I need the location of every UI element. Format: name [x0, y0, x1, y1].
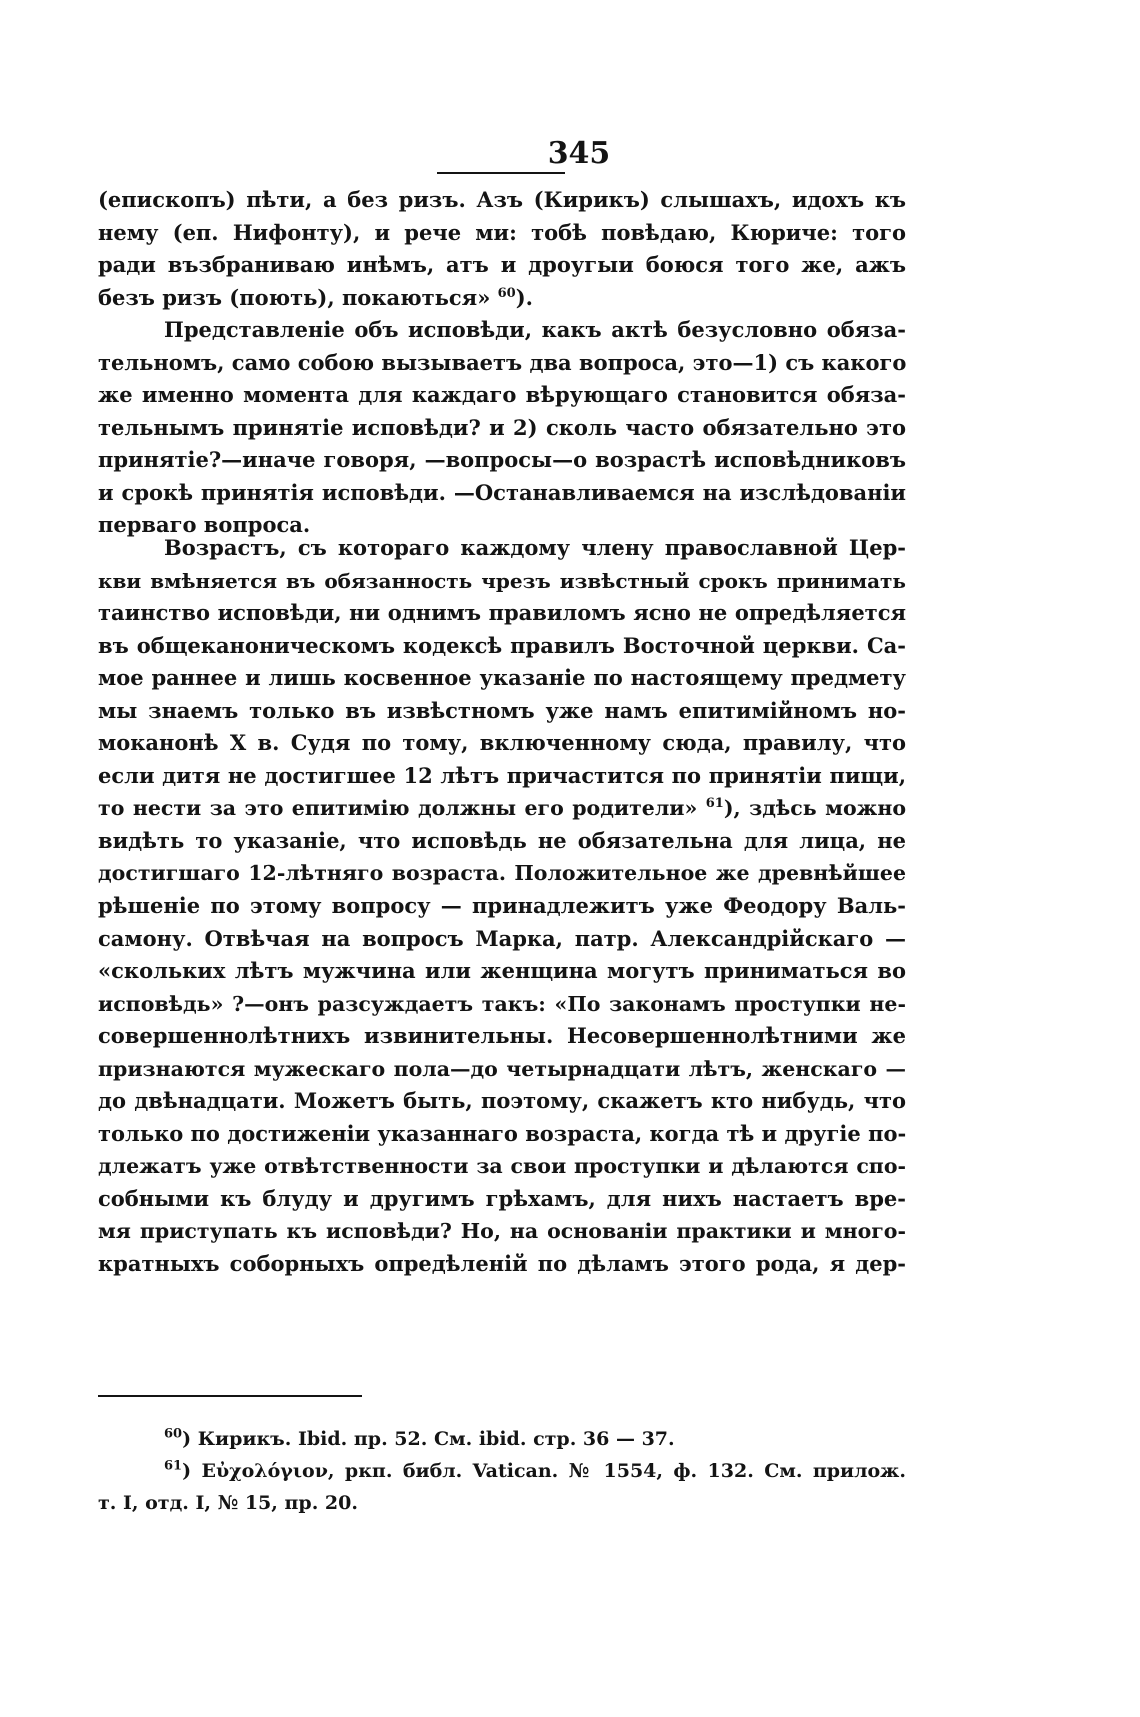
footnote-marker: 61: [164, 1458, 183, 1474]
text-line: собными къ блуду и другимъ грѣхамъ, для нихъ настаетъ вре-: [98, 1185, 906, 1211]
text-line: рѣшеніе по этому вопросу — принадлежитъ уже Феодору Валь-: [98, 893, 906, 919]
footnote-rule: [98, 1395, 362, 1397]
text-line: (епископъ) пѣти, а без ризъ. Азъ (Кирикъ) слышахъ, идохъ къ: [98, 187, 906, 212]
text-line: длежатъ уже отвѣтственности за свои проступки и дѣлаются спо-: [98, 1154, 906, 1179]
text-line: мя приступать къ исповѣди? Но, на основаніи практики и много-: [98, 1219, 906, 1244]
text-line: кратныхъ соборныхъ опредѣленій по дѣламъ этого рода, я дер-: [98, 1251, 906, 1277]
footnote-ref-61[interactable]: 61: [705, 796, 724, 812]
text-line: и срокѣ принятія исповѣди. —Останавливаемся на изслѣдованіи: [98, 479, 906, 505]
text-line: перваго вопроса.: [98, 512, 311, 538]
footnote-61-continued: т. I, отд. I, № 15, пр. 20.: [98, 1492, 358, 1514]
text-line: достигшаго 12-лѣтняго возраста. Положительное же древнѣйшее: [98, 861, 906, 886]
text-line: видѣть то указаніе, что исповѣдь не обязательна для лица, не: [98, 827, 906, 853]
text-line: то нести за это епитимію должны его родители» $^{61}$), здѣсь можно: [98, 796, 906, 821]
paragraph-1: [98, 184, 906, 314]
text-line: тельнымъ принятіе исповѣди? и 2) сколь часто обязательно это: [98, 414, 906, 440]
text-line: нему (еп. Нифонту), и рече ми: тобѣ повѣдаю, Кюриче: того: [98, 219, 906, 245]
text-line: тельномъ, само собою вызываетъ два вопроса, это—1) съ какого: [98, 349, 907, 375]
text-line: до двѣнадцати. Можетъ быть, поэтому, скажетъ кто нибудь, что: [98, 1088, 906, 1114]
header-rule: [437, 172, 565, 174]
text-line: ради възбраниваю инѣмъ, атъ и дроугыи боюся того же, ажъ: [98, 252, 906, 278]
text-line: совершеннолѣтнихъ извинительны. Несовершеннолѣтними же: [98, 1023, 906, 1049]
text-line: моканонѣ X в. Судя по тому, включенному сюда, правилу, что: [98, 730, 906, 756]
text-line: если дитя не достигшее 12 лѣтъ причастится по принятіи пищи,: [98, 762, 906, 788]
text-line: кви вмѣняется въ обязанность чрезъ извѣстный срокъ принимать: [98, 568, 906, 593]
text-line: въ общеканоническомъ кодексѣ правилъ Восточной церкви. Са-: [98, 632, 906, 658]
text-line: таинство исповѣди, ни однимъ правиломъ ясно не опредѣляется: [98, 600, 906, 626]
text-line: исповѣдь» ?—онъ разсуждаетъ такъ: «По законамъ проступки не-: [98, 991, 906, 1016]
paragraph-3: [98, 532, 906, 1281]
footnotes: [98, 1423, 906, 1519]
text-line: принятіе?—иначе говоря, —вопросы—о возрастѣ исповѣдниковъ: [98, 447, 906, 473]
footnote-marker: 60: [164, 1426, 183, 1442]
paragraph-2: [98, 314, 906, 542]
text-line: безъ ризъ (поють), покаються» $^{60}$).: [98, 284, 533, 310]
footnote-60: $^{60}$) Кирикъ. Ibid. пр. 52. См. ibid. стр. 36 — 37.: [164, 1426, 675, 1450]
text-line: Возрастъ, съ котораго каждому члену православной Цер-: [164, 535, 906, 560]
text-line: «скольких лѣтъ мужчина или женщина могутъ приниматься во: [98, 958, 906, 984]
text-line: же именно момента для каждаго вѣрующаго становится обяза-: [98, 382, 906, 408]
text-line: мое раннее и лишь косвенное указаніе по настоящему предмету: [98, 665, 906, 691]
footnote-ref-60[interactable]: 60: [497, 285, 516, 301]
footnote-61: $^{61}$) Εὐχολόγιον, ркп. библ. Vatican. № 1554, ф. 132. См. прилож.: [164, 1458, 906, 1482]
text-line: Представленіе объ исповѣди, какъ актѣ безусловно обяза-: [164, 317, 906, 342]
text-line: самону. Отвѣчая на вопросъ Марка, патр. Александрійскаго —: [98, 925, 906, 951]
text-line: признаются мужескаго пола—до четырнадцати лѣтъ, женскаго —: [98, 1056, 906, 1081]
text-line: мы знаемъ только въ извѣстномъ уже намъ епитимійномъ но-: [98, 697, 906, 723]
text-line: только по достиженіи указаннаго возраста, когда тѣ и другіе по-: [98, 1120, 907, 1146]
page-number: 345: [547, 136, 611, 171]
